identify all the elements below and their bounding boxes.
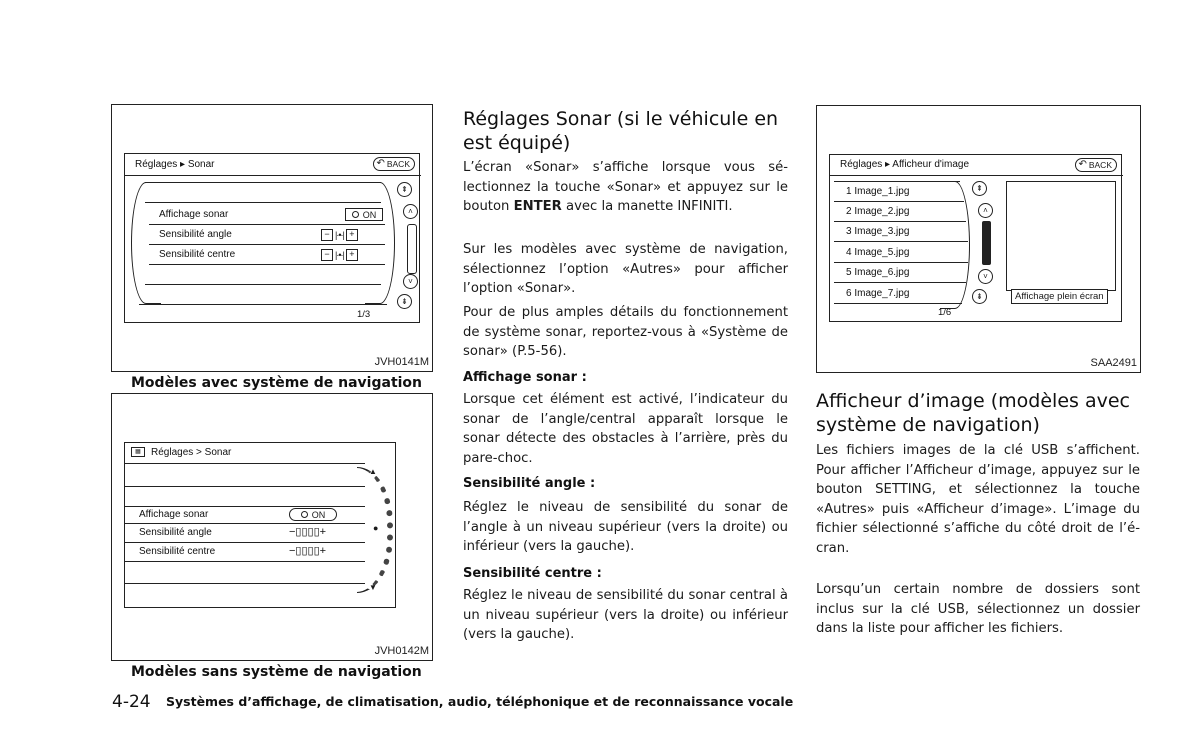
row-line — [125, 523, 365, 524]
sonar-paragraph-2: Sur les modèles avec système de navigation, sélectionnez l’option «Autres» pour afficher l’option «Sonar». — [463, 242, 788, 296]
sonar-heading: Réglages Sonar (si le véhicule en est équipé) — [463, 108, 779, 154]
figure-sonar-nonav — [111, 393, 433, 661]
list-item[interactable]: 4 Image_5.jpg — [846, 247, 910, 258]
row-line — [834, 262, 968, 263]
image-paragraph-1: Les fichiers images de la clé USB s’affichent. Pour afficher l’Afficheur d’image, appuyez sur le bouton SETTING, et sélectionnez la touche «Autres» puis «Afficheur d’image». L’image du fichier sélectionné s’affiche du côté droit de l’écran. — [816, 443, 1140, 556]
slider-track-icon: |·•·| — [335, 249, 344, 260]
minus-icon[interactable]: − — [321, 249, 333, 261]
slider-track-icon: |·•·| — [335, 229, 344, 240]
sub-sensibilite-centre: Sensibilité centre : — [463, 566, 602, 581]
row-line — [149, 264, 385, 265]
list-item[interactable]: 3 Image_3.jpg — [846, 226, 910, 237]
list-item[interactable]: 2 Image_2.jpg — [846, 206, 910, 217]
figure-code: JVH0141M — [374, 356, 429, 368]
scroll-down-icon[interactable]: ˅ — [978, 269, 993, 284]
scrollbar[interactable] — [407, 224, 417, 274]
figure-caption: Modèles avec système de navigation — [131, 375, 423, 391]
row-affichage-sonar[interactable]: Affichage sonar — [139, 509, 209, 520]
row-line — [834, 221, 966, 222]
row-line — [834, 303, 962, 304]
row-line — [145, 182, 381, 183]
p1-enter: ENTER — [513, 199, 562, 214]
p1-text-c: avec la manette INFINITI. — [561, 199, 733, 214]
row-affichage-sonar[interactable]: Affichage sonar — [159, 209, 229, 220]
row-line — [125, 583, 365, 584]
screen-title: Réglages ▸ Sonar — [135, 159, 215, 170]
toggle-circle-icon — [301, 511, 308, 518]
scroll-up-icon[interactable]: ˄ — [403, 204, 418, 219]
scroll-bottom-icon[interactable]: ⇟ — [397, 294, 412, 309]
figure-code: SAA2491 — [1090, 357, 1137, 369]
row-line — [125, 506, 365, 507]
angle-level[interactable]: −▯▯▯▯+ — [289, 526, 327, 538]
row-line — [834, 282, 966, 283]
angle-slider[interactable] — [321, 228, 358, 241]
sub-affichage-sonar: Affichage sonar : — [463, 370, 587, 385]
toggle-label: ON — [362, 209, 377, 220]
toggle-label: ON — [311, 509, 326, 520]
image-paragraph-2: Lorsqu’un certain nombre de dossiers sont inclus sur la clé USB, sélectionnez un dossier dans la liste pour afficher les fichiers. — [816, 582, 1140, 636]
scroll-up-icon[interactable]: ▲ — [369, 467, 377, 476]
row-sensibilite-centre[interactable]: Sensibilité centre — [159, 249, 236, 260]
centre-slider[interactable] — [321, 248, 358, 261]
toggle-circle-icon — [352, 211, 359, 218]
figure-caption: Modèles sans système de navigation — [131, 664, 422, 680]
row-sensibilite-angle[interactable]: Sensibilité angle — [139, 527, 212, 538]
list-item[interactable]: 5 Image_6.jpg — [846, 267, 910, 278]
sensibilite-angle-text: Réglez le niveau de sensibilité du sonar de l’angle à un niveau supérieur (vers la droite) ou inférieur (vers la gauche). — [463, 500, 788, 554]
p1-text-a: L’écran «Sonar» s’affiche lorsque vous sélectionnez la touche «Sonar» et appuyez sur le bouton — [463, 160, 788, 214]
page-indicator: 1/6 — [938, 307, 952, 318]
back-arrow-icon: ↶ — [376, 158, 385, 169]
image-heading: Afficheur d’image (modèles avec système de navigation) — [816, 390, 1130, 436]
row-line — [149, 244, 385, 245]
back-arrow-icon: ↶ — [1078, 159, 1087, 170]
row-sensibilite-angle[interactable]: Sensibilité angle — [159, 229, 232, 240]
image-viewer-screen — [829, 154, 1122, 322]
scroll-bottom-icon[interactable]: ⇟ — [972, 289, 987, 304]
row-line — [125, 486, 365, 487]
sensibilite-centre-text: Réglez le niveau de sensibilité du sonar central à un niveau supérieur (vers la droite) ou inférieur (vers la gauche). — [463, 588, 788, 642]
centre-level[interactable]: −▯▯▯▯+ — [289, 545, 327, 557]
row-line — [145, 284, 381, 285]
divider — [830, 175, 1123, 176]
list-item[interactable]: 1 Image_1.jpg — [846, 186, 910, 197]
back-button[interactable] — [1075, 158, 1117, 172]
figure-code: JVH0142M — [374, 645, 429, 657]
list-item[interactable]: 6 Image_7.jpg — [846, 288, 910, 299]
sonar-screen-nonav — [124, 442, 396, 608]
list-curve-left — [131, 182, 161, 304]
figure-image-viewer — [816, 105, 1141, 373]
scroll-up-icon[interactable]: ˄ — [978, 203, 993, 218]
row-line — [145, 202, 381, 203]
scroll-down-icon[interactable]: ▼ — [369, 583, 377, 592]
settings-icon: ▦ — [131, 447, 145, 457]
back-label: BACK — [1088, 160, 1112, 170]
scroll-top-icon[interactable]: ⇞ — [972, 181, 987, 196]
affichage-sonar-text: Lorsque cet élément est activé, l’indicateur du sonar de l’angle/central apparaît lorsque le sonar détecte des obstacles à l’arrière, près du pare-choc. — [463, 392, 788, 466]
sonar-paragraph-1 — [463, 158, 788, 217]
scroll-thumb-icon[interactable]: ● — [373, 523, 379, 533]
screen-title: Réglages ▸ Afficheur d'image — [840, 159, 970, 170]
scroll-top-icon[interactable]: ⇞ — [397, 182, 412, 197]
back-label: BACK — [386, 159, 410, 169]
page-indicator: 1/3 — [357, 309, 371, 320]
divider — [125, 463, 365, 464]
scrollbar[interactable] — [982, 221, 991, 265]
list-curve-right — [362, 182, 395, 304]
row-line — [834, 241, 968, 242]
sub-sensibilite-angle: Sensibilité angle : — [463, 476, 596, 491]
plus-icon[interactable]: + — [346, 229, 358, 241]
fullscreen-button[interactable]: Affichage plein écran — [1011, 289, 1108, 304]
row-line — [149, 224, 385, 225]
image-preview — [1006, 181, 1116, 291]
page-number: 4-24 — [112, 692, 151, 712]
on-toggle[interactable] — [289, 508, 337, 521]
back-button[interactable] — [373, 157, 415, 171]
row-line — [125, 542, 365, 543]
screen-title: Réglages > Sonar — [151, 447, 232, 458]
row-line — [834, 201, 964, 202]
row-line — [139, 304, 387, 305]
minus-icon[interactable]: − — [321, 229, 333, 241]
figure-sonar-nav — [111, 104, 433, 372]
scroll-down-icon[interactable]: ˅ — [403, 274, 418, 289]
on-toggle[interactable] — [345, 208, 383, 221]
row-sensibilite-centre[interactable]: Sensibilité centre — [139, 546, 216, 557]
footer-title: Systèmes d’affichage, de climatisation, audio, téléphonique et de reconnaissance vocale — [166, 694, 794, 709]
sonar-screen-nav — [124, 153, 420, 323]
sonar-paragraph-3: Pour de plus amples détails du fonctionnement de système sonar, reportez-vous à «Système de sonar» (P.5-56). — [463, 305, 788, 359]
divider — [125, 175, 421, 176]
row-line — [125, 561, 365, 562]
plus-icon[interactable]: + — [346, 249, 358, 261]
row-line — [834, 181, 960, 182]
